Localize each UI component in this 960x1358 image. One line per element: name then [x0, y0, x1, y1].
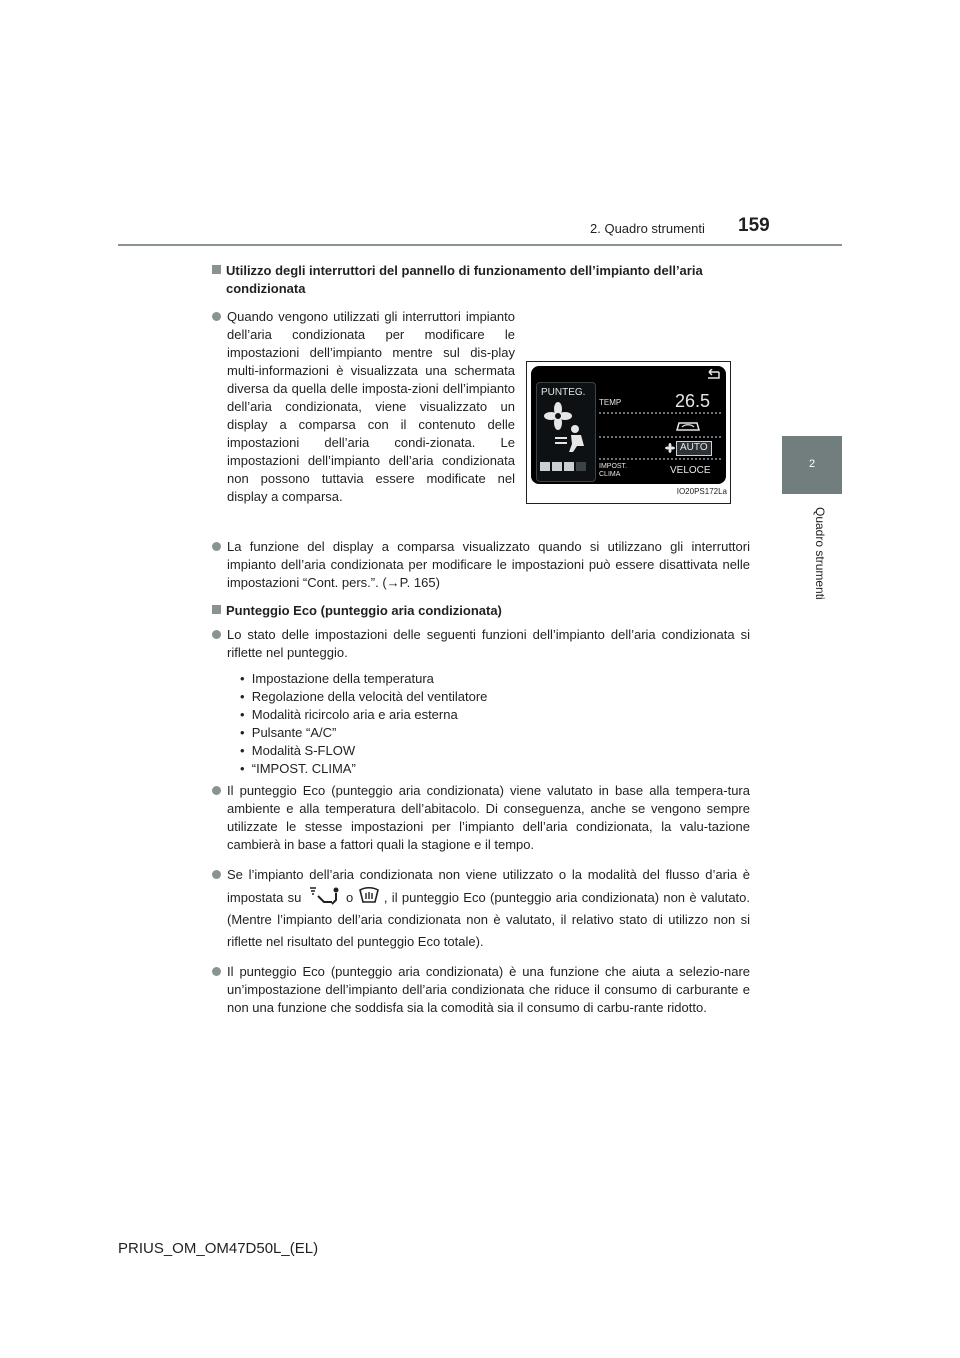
header-section-title: 2. Quadro strumenti	[590, 221, 705, 236]
score-bar-segment	[564, 462, 574, 471]
page-number: 159	[738, 215, 770, 236]
recirculation-icon	[673, 418, 703, 434]
back-arrow-icon	[705, 369, 721, 381]
bullet-item	[212, 308, 515, 506]
auto-label: AUTO	[680, 442, 708, 453]
square-bullet-icon	[212, 265, 221, 274]
list-item: • Regolazione della velocità del ventilatore	[240, 689, 488, 704]
seat-airflow-icon	[553, 424, 587, 454]
climate-setting-label-line1: IMPOST.	[599, 463, 628, 470]
fan-speed-value: VELOCE	[670, 465, 711, 476]
page-content	[212, 262, 750, 1027]
airflow-mode-feet-windshield-icon	[306, 886, 342, 906]
bullet-text: Quando vengono utilizzati gli interruttori impianto dell’aria condizionata per modificare le impostazioni dell’impianto mentre sul dis-play multi-informazioni è visualizzata una schermata diversa da quella delle imposta-zioni dell’impianto dell’aria condizionata, viene visualizzato un display a comparsa con il contenuto delle impostazioni dell’aria condi-zionata. Le impostazioni dell’impianto dell’aria condizionata non possono tuttavia essere modificate nel display a comparsa.	[227, 309, 515, 504]
list-item: • Modalità S-FLOW	[240, 743, 356, 758]
bullet-text-or: o	[346, 890, 354, 905]
first-block	[212, 308, 750, 538]
bullet-text: , il punteggio Eco (punteggio aria condizionata) non è valutato. (Mentre l’impianto dell’aria condizionata non è valutato, il relativo stato di utilizzo non si riflette nel risultato del punteggio Eco totale).	[227, 890, 751, 949]
section-heading-eco-score	[212, 602, 750, 620]
chapter-tab-number: 2	[808, 458, 816, 470]
bullet-item	[212, 782, 750, 854]
score-bar-segment	[576, 462, 586, 471]
list-item: • Modalità ricircolo aria e aria esterna	[240, 707, 458, 722]
round-bullet-icon	[212, 542, 221, 551]
bullet-text: Lo stato delle impostazioni delle seguenti funzioni dell’impianto dell’aria condizionata si riflette nel punteggio.	[227, 627, 750, 660]
list-item: • Pulsante “A/C”	[240, 725, 337, 740]
temperature-scale	[599, 412, 721, 417]
bullet-text: Se l’impianto dell’aria condizionata non viene utilizzato o la modalità del flusso d’aria è impostata su	[227, 867, 750, 905]
function-list	[212, 670, 750, 778]
round-bullet-icon	[212, 312, 221, 321]
temperature-label: TEMP	[599, 398, 622, 407]
score-label: PUNTEG.	[541, 387, 586, 398]
figure-caption: IO20PS172La	[676, 487, 727, 496]
chapter-tab-label: Quadro strumenti	[813, 507, 827, 600]
figure-popup-display	[526, 361, 731, 504]
chapter-tab	[782, 436, 842, 494]
score-bar-segment	[540, 462, 550, 471]
footer-doc-code: PRIUS_OM_OM47D50L_(EL)	[118, 1240, 319, 1257]
round-bullet-icon	[212, 786, 221, 795]
fan-small-icon	[665, 443, 675, 453]
round-bullet-icon	[212, 630, 221, 639]
temperature-value: 26.5	[675, 391, 711, 411]
round-bullet-icon	[212, 967, 221, 976]
bullet-item	[212, 538, 750, 592]
bullet-text: Il punteggio Eco (punteggio aria condizionata) è una funzione che aiuta a selezio-nare un’impostazione dell’impianto dell’aria condizionata che riduce il consumo di carburante e non una funzione che soddisfa sia la comodità sia il consumo di carbu-rante ridotto.	[227, 964, 750, 1015]
section-heading-text: Punteggio Eco (punteggio aria condizionata)	[226, 603, 502, 618]
list-item: • “IMPOST. CLIMA”	[240, 761, 356, 776]
display-screen	[531, 366, 726, 484]
round-bullet-icon	[212, 870, 221, 879]
score-bar-segment	[552, 462, 562, 471]
section-heading-text: Utilizzo degli interruttori del pannello di funzionamento dell’impianto dell’aria condizionata	[226, 263, 703, 296]
airflow-mode-windshield-icon	[358, 886, 380, 906]
bullet-text: Il punteggio Eco (punteggio aria condizionata) viene valutato in base alla tempera-tura ambiente e alla temperatura dell’abitacolo. Di conseguenza, anche se vengono sempre utilizzate le stesse impostazioni per l’impianto dell’aria condizionata, la valu-tazione cambierà in base a fattori quali la stagione e il tempo.	[227, 783, 750, 852]
list-item: • Impostazione della temperatura	[240, 671, 434, 686]
climate-setting-label-line2: CLIMA	[599, 471, 621, 478]
header-rule	[118, 244, 842, 246]
square-bullet-icon	[212, 605, 221, 614]
bullet-item	[212, 626, 750, 662]
bullet-text: La funzione del display a comparsa visualizzato quando si utilizzano gli interruttori impianto dell’aria condizionata per modificare le impostazioni può essere disattivata nelle impostazioni “Cont. pers.”. (→P. 165)	[227, 539, 750, 590]
section-heading-switches	[212, 262, 750, 298]
bullet-item	[212, 864, 750, 953]
bullet-item	[212, 963, 750, 1017]
